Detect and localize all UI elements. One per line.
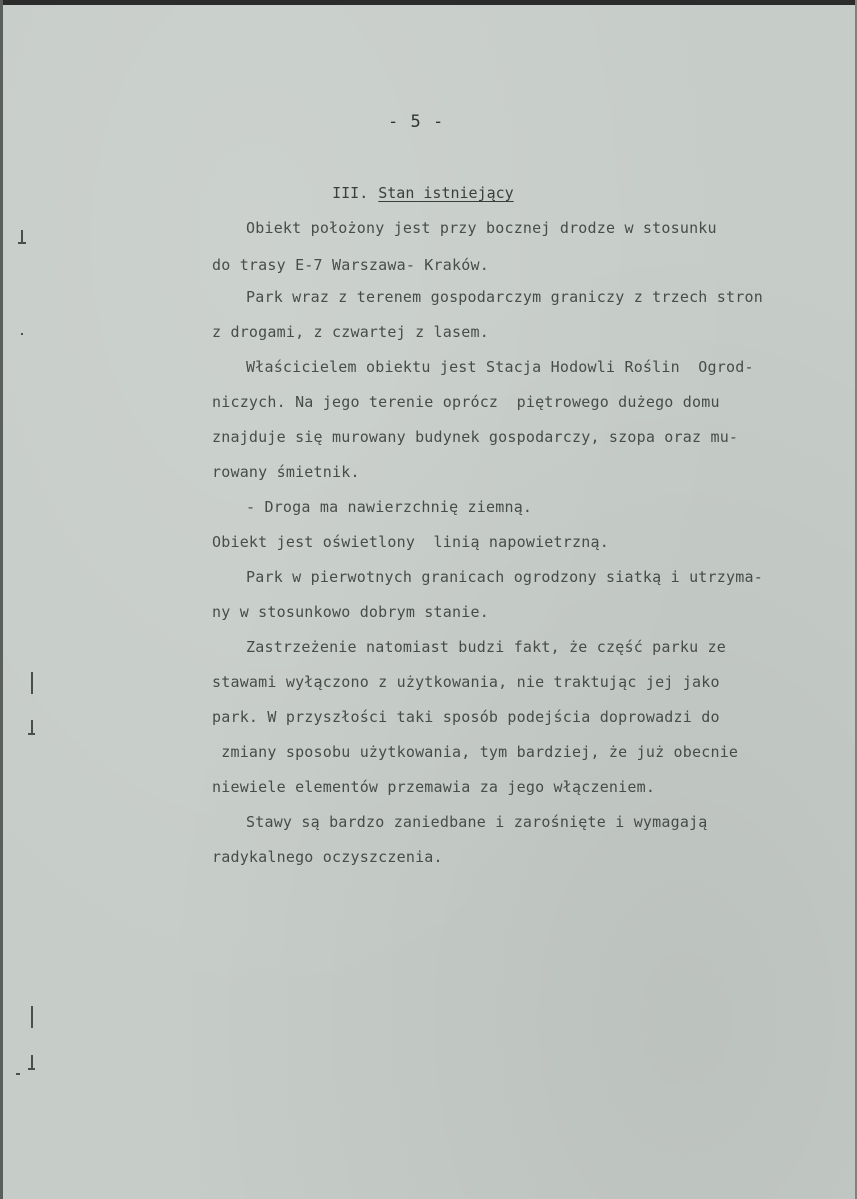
margin-mark [31, 1055, 33, 1069]
margin-mark [21, 333, 23, 335]
text-line: Park w pierwotnych granicach ogrodzony siatką i utrzyma- [246, 568, 763, 586]
text-line: park. W przyszłości taki sposób podejścia doprowadzi do [212, 708, 720, 726]
section-number: III. [332, 184, 369, 202]
text-line: stawami wyłączono z użytkowania, nie traktując jej jako [212, 673, 720, 691]
text-line: z drogami, z czwartej z lasem. [212, 323, 489, 341]
text-line: do trasy E-7 Warszawa- Kraków. [212, 256, 489, 274]
text-line: niewiele elementów przemawia za jego włączeniem. [212, 778, 656, 796]
text-line: radykalnego oczyszczenia. [212, 848, 443, 866]
text-line: Właścicielem obiektu jest Stacja Hodowli Roślin Ogrod- [246, 358, 754, 376]
text-line: zmiany sposobu użytkowania, tym bardziej, że już obecnie [212, 743, 739, 761]
page-number: - 5 - [388, 112, 445, 132]
text-line: ny w stosunkowo dobrym stanie. [212, 603, 489, 621]
margin-mark [31, 1006, 33, 1028]
text-line: Obiekt położony jest przy bocznej drodze w stosunku [246, 219, 717, 237]
scan-left-edge [0, 0, 3, 1199]
margin-mark [28, 1068, 35, 1070]
text-line: Park wraz z terenem gospodarczym graniczy z trzech stron [246, 288, 763, 306]
section-heading [296, 166, 514, 220]
margin-mark [18, 242, 26, 244]
text-line: Obiekt jest oświetlony linią napowietrzną. [212, 533, 609, 551]
scan-top-edge [0, 0, 857, 5]
text-line: Zastrzeżenie natomiast budzi fakt, że część parku ze [246, 638, 726, 656]
text-line: niczych. Na jego terenie oprócz piętrowego dużego domu [212, 393, 720, 411]
text-line: rowany śmietnik. [212, 463, 360, 481]
margin-mark [16, 1073, 20, 1075]
text-line: znajduje się murowany budynek gospodarczy, szopa oraz mu- [212, 428, 739, 446]
text-line: Stawy są bardzo zaniedbane i zarośnięte i wymagają [246, 813, 708, 831]
text-line: - Droga ma nawierzchnię ziemną. [246, 498, 533, 516]
margin-mark [28, 733, 35, 735]
section-title: Stan istniejący [378, 184, 514, 202]
margin-mark [31, 672, 33, 694]
margin-mark [31, 720, 33, 734]
